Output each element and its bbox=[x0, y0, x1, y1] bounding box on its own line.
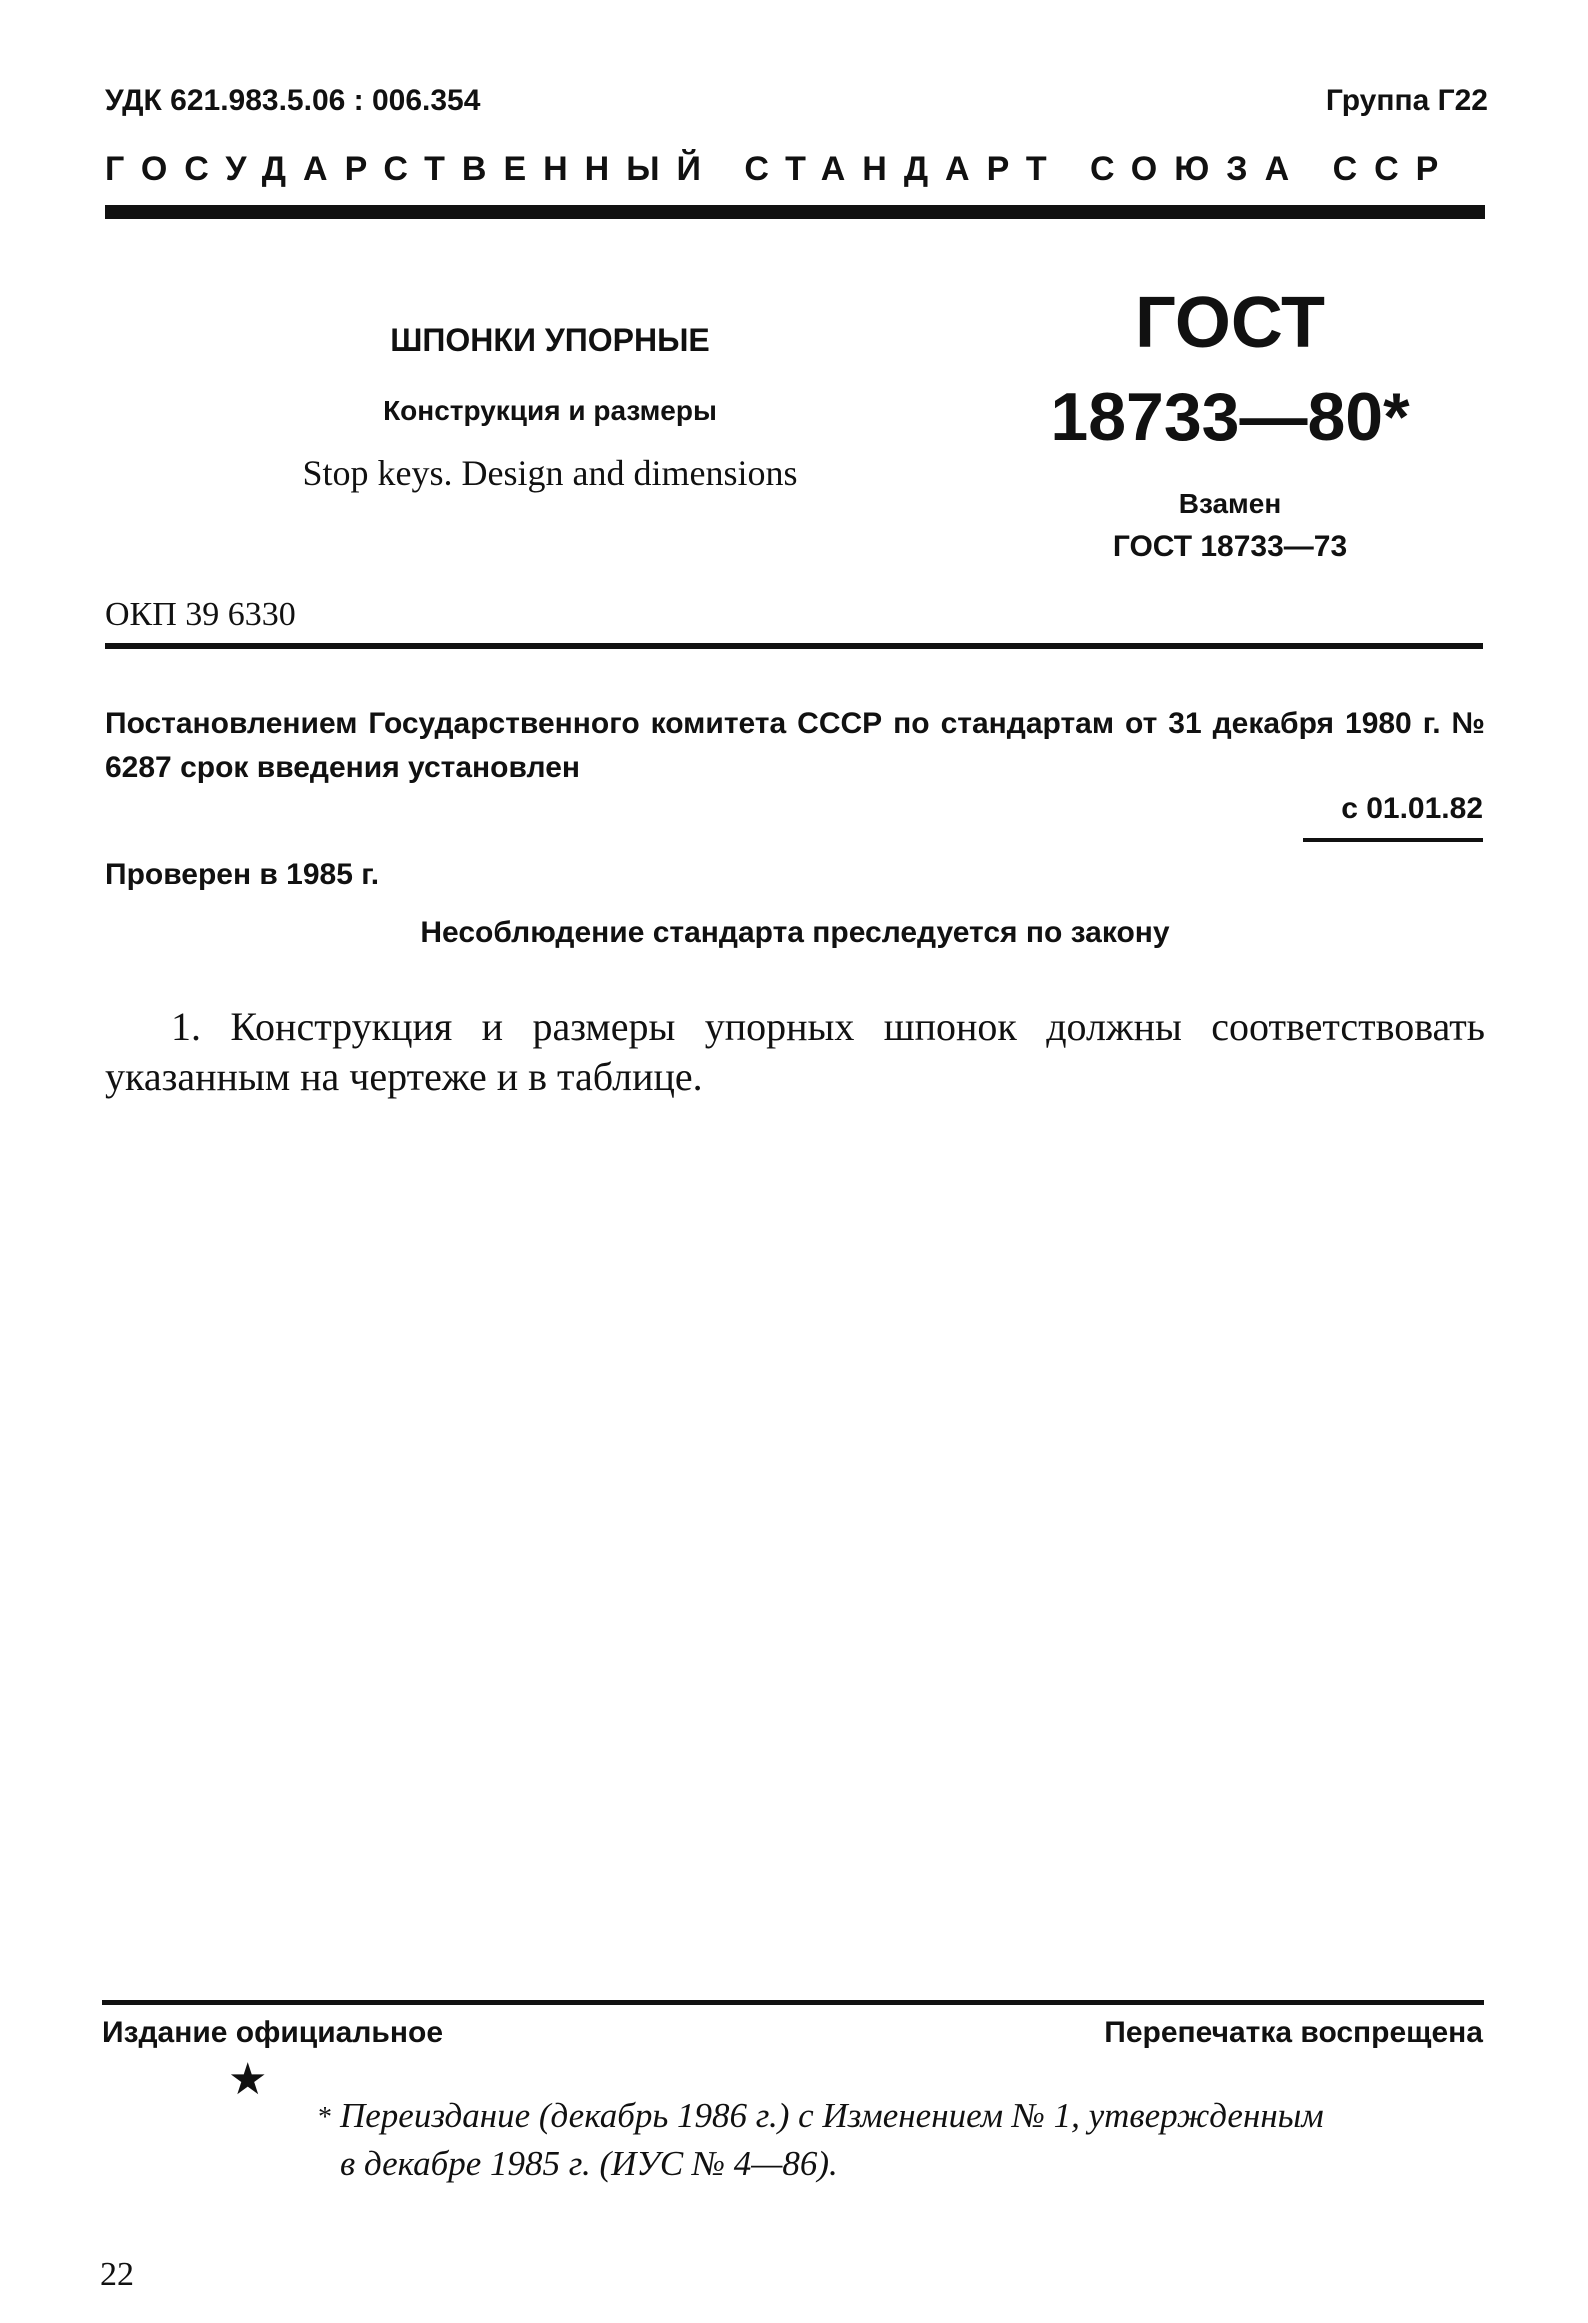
header-divider bbox=[105, 205, 1485, 219]
decree-text: Постановлением Государственного комитета СССР по стандартам от 31 декабря 1980 г. № 6287 срок введения установлен bbox=[105, 707, 1485, 784]
gost-label: ГОСТ bbox=[1134, 283, 1326, 363]
document-title-english: Stop keys. Design and dimensions bbox=[302, 453, 798, 493]
page-number: 22 bbox=[100, 2256, 134, 2293]
okp-code: ОКП 39 6330 bbox=[105, 596, 296, 633]
reissue-note bbox=[318, 2092, 1340, 2188]
replaces-label: Взамен bbox=[1178, 488, 1282, 519]
document-subtitle: Конструкция и размеры bbox=[383, 395, 717, 426]
violation-notice: Несоблюдение стандарта преследуется по закону bbox=[420, 916, 1170, 949]
group-code: Группа Г22 bbox=[1325, 84, 1488, 117]
star-icon: ★ bbox=[228, 2055, 268, 2104]
gost-number: 18733—80* bbox=[1050, 379, 1410, 455]
replaces-number: ГОСТ 18733—73 bbox=[1112, 530, 1348, 563]
document-title: ШПОНКИ УПОРНЫЕ bbox=[390, 322, 710, 358]
state-standard-heading: ГОСУДАРСТВЕННЫЙ СТАНДАРТ СОЮЗА ССР bbox=[105, 150, 1456, 188]
reissue-note-text: Переиздание (декабрь 1986 г.) с Изменением № 1, утвержденным в декабре 1985 г. (ИУС № 4—86). bbox=[340, 2096, 1324, 2183]
effective-date-underline bbox=[1303, 838, 1483, 842]
clause-1: 1. Конструкция и размеры упорных шпонок должны соответствовать указанным на чертеже и в таблице. bbox=[105, 1004, 1485, 1099]
checked-year: Проверен в 1985 г. bbox=[105, 858, 380, 891]
official-edition: Издание официальное bbox=[102, 2016, 444, 2049]
effective-date: с 01.01.82 bbox=[1341, 792, 1483, 825]
title-divider bbox=[105, 643, 1483, 649]
reprint-prohibited: Перепечатка воспрещена bbox=[1104, 2016, 1483, 2049]
udk-code: УДК 621.983.5.06 : 006.354 bbox=[105, 84, 481, 117]
note-asterisk: * bbox=[318, 2102, 332, 2133]
footer-divider bbox=[102, 2000, 1484, 2005]
